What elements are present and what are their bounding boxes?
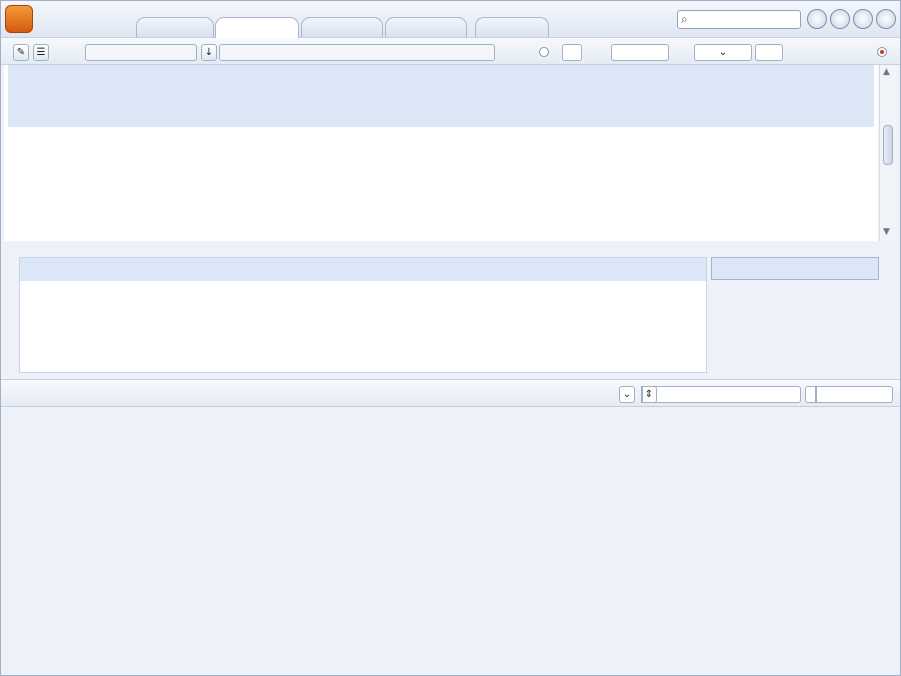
alert-icon[interactable] [830,9,850,29]
chevron-down-icon: ⌄ [718,47,728,58]
table-row[interactable] [20,281,706,304]
juz-field[interactable] [562,44,582,61]
table-row[interactable] [20,350,706,373]
hadith-page [458,304,576,327]
hadith-page [458,350,576,373]
hadith-volume [576,258,706,281]
book-list [711,257,879,373]
verse-search-input[interactable] [219,44,495,61]
hadith-volume [576,304,706,327]
hadith-title [20,258,458,281]
tab-hadith[interactable] [136,17,214,37]
hadith-title [20,350,458,373]
tab-display[interactable] [475,17,549,37]
hadith-title [20,304,458,327]
hadith-title [20,281,458,304]
page-total-field[interactable] [805,386,893,403]
scope-gap-250 [641,386,643,403]
hadith-volume [576,350,706,373]
search-icon: ⌕ [681,12,688,26]
page-scroll-icon[interactable]: ⇕ [641,386,657,403]
verse-filter-input[interactable] [85,44,197,61]
nashani-radio[interactable] [877,47,887,57]
list-item[interactable] [711,257,879,280]
verse-line[interactable] [8,199,874,230]
scroll-up-icon[interactable]: ▲ [883,67,890,77]
hadith-page [458,327,576,350]
hadith-page [458,281,576,304]
verse-line[interactable] [8,96,874,127]
hadith-title [20,327,458,350]
text-toolbar [1,379,901,407]
list-item[interactable] [711,303,879,326]
verse-line[interactable] [8,130,874,161]
verse-line[interactable] [8,65,874,96]
aya-field[interactable] [611,44,669,61]
list-item[interactable] [711,349,879,372]
list-item[interactable] [711,326,879,349]
scroll-thumb[interactable] [883,125,893,165]
page-spacer [815,386,817,403]
hadith-page [458,258,576,281]
hadith-table [19,257,707,373]
list-icon[interactable]: ☰ [33,44,49,61]
title-search-input[interactable] [677,10,801,29]
table-row[interactable] [20,327,706,350]
scroll-down-icon[interactable]: ▼ [883,227,890,237]
hadith-volume [576,327,706,350]
tab-search[interactable] [385,17,467,37]
page-number-field[interactable] [641,386,801,403]
tab-verses-in-books[interactable] [215,17,299,38]
table-row[interactable] [20,304,706,327]
list-item[interactable] [711,280,879,303]
app-logo[interactable] [5,5,33,33]
scope-chevron-icon[interactable]: ⌄ [619,386,635,403]
table-row[interactable] [20,258,706,281]
search-down-button[interactable]: ↓ [201,44,217,61]
title-bar [1,1,901,37]
verse-line[interactable] [8,165,874,196]
search-radio[interactable] [539,47,549,57]
settings-icon[interactable]: ✎ [13,44,29,61]
verse-scrollbar[interactable] [879,65,896,241]
tab-related-books[interactable] [301,17,383,37]
close-icon[interactable] [876,9,896,29]
help-icon[interactable] [853,9,873,29]
sura-number-field[interactable] [755,44,783,61]
sura-name-select[interactable] [694,44,752,61]
verse-panel [4,65,878,241]
help-search-icon[interactable] [807,9,827,29]
hadith-volume [576,281,706,304]
books-area [1,250,901,376]
address-bar [1,37,901,65]
